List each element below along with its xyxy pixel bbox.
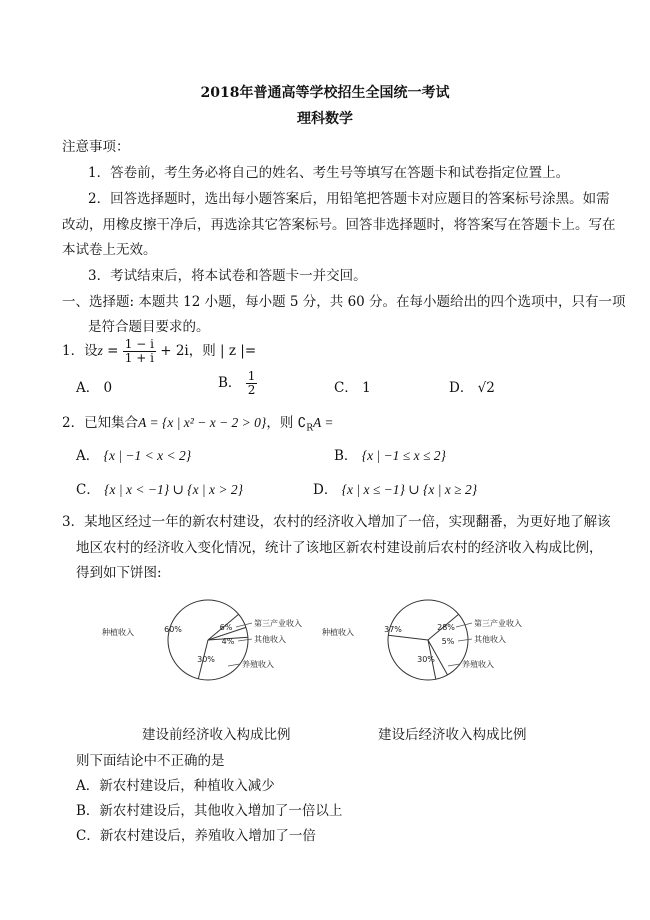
q1-option-b-fraction xyxy=(246,370,258,397)
q1-option-c xyxy=(334,376,371,396)
q2-option-d-label: D． xyxy=(313,482,338,498)
notes-item-1: 1．答卷前，考生务必将自己的姓名、考生号等填写在答题卡和试卷指定位置上。 xyxy=(88,165,570,181)
pie-slice-percent-label: 28% xyxy=(437,623,455,632)
q1-denominator: 1 + i xyxy=(124,351,154,365)
pie-slice-percent-label: 30% xyxy=(417,655,435,664)
q1-eq: = xyxy=(102,343,123,359)
q3-option-c: C．新农村建设后，养殖收入增加了一倍 xyxy=(76,828,316,844)
pie-chart-before-title: 建设前经济收入构成比例 xyxy=(142,727,291,743)
notes-item-2-line-1: 2．回答选择题时，选出每小题答案后，用铅笔把答题卡对应题目的答案标号涂黑。如需 xyxy=(88,191,610,207)
notes-item-2-line-2: 改动，用橡皮擦干净后，再选涂其它答案标号。回答非选择题时，将答案写在答题卡上。写在 xyxy=(62,217,616,233)
pie-slice-category-label: 其他收入 xyxy=(474,635,506,644)
q1-option-c-label: C． xyxy=(334,380,358,396)
q2-option-c xyxy=(76,478,243,498)
question-2 xyxy=(62,411,334,434)
q1-option-a-value: 0 xyxy=(103,380,113,396)
q3-question: 则下面结论中不正确的是 xyxy=(76,753,225,769)
q2-set: A = {x | x² − x − 2 > 0} xyxy=(138,415,267,430)
q2-tail: ，则 ∁ xyxy=(266,415,307,431)
pie-chart-before xyxy=(100,595,330,695)
q2-option-a-value: {x | −1 < x < 2} xyxy=(103,448,192,463)
q2-option-d-value: {x | x ≤ −1} ∪ {x | x ≥ 2} xyxy=(341,482,478,497)
q3-option-b: B．新农村建设后，其他收入增加了一倍以上 xyxy=(76,803,343,819)
q2-option-b-label: B． xyxy=(334,448,358,464)
q1-option-d xyxy=(449,376,495,396)
pie-slice-category-label: 第三产业收入 xyxy=(254,619,302,628)
q3-line-1: 3．某地区经过一年的新农村建设，农村的经济收入增加了一倍，实现翻番，为更好地了解该 xyxy=(62,514,611,530)
q1-tail: ，则 | z |= xyxy=(188,343,257,359)
pie-chart-after-title: 建设后经济收入构成比例 xyxy=(378,727,527,743)
notes-heading: 注意事项： xyxy=(62,139,130,155)
q1-fraction xyxy=(123,338,156,365)
question-1 xyxy=(62,338,256,365)
q1-plus: + 2i xyxy=(155,343,189,359)
section-1-line-1: 一、选择题: 本题共 12 小题，每小题 5 分，共 60 分。在每小题给出的四个选项中，只有一项 xyxy=(62,294,626,310)
pie-slice-category-label: 其他收入 xyxy=(254,635,286,644)
q2-option-a-label: A． xyxy=(76,448,100,464)
pie-slice-category-label: 种植收入 xyxy=(322,628,354,637)
q1-option-b-label: B． xyxy=(218,375,242,391)
q2-option-d xyxy=(313,478,477,498)
q1-option-a xyxy=(76,376,112,396)
q2-option-a xyxy=(76,444,191,464)
q1-lead: 1．设 xyxy=(62,343,98,359)
q2-tail-sub: R xyxy=(306,423,313,434)
pie-slice-percent-label: 4% xyxy=(221,637,235,646)
pie-slice-percent-label: 60% xyxy=(164,625,182,634)
q1-option-d-label: D． xyxy=(449,380,474,396)
pie-slice-percent-label: 6% xyxy=(219,623,233,632)
q1-numerator: 1 − i xyxy=(124,337,154,351)
pie-chart-after xyxy=(320,595,550,695)
pie-slice-percent-label: 30% xyxy=(197,655,215,664)
q3-option-a: A．新农村建设后，种植收入减少 xyxy=(76,778,275,794)
notes-item-3: 3．考试结束后，将本试卷和答题卡一并交回。 xyxy=(88,268,367,284)
exam-subtitle: 理科数学 xyxy=(297,111,353,127)
q2-lead: 2．已知集合 xyxy=(62,415,139,431)
q3-line-2: 地区农村的经济收入变化情况，统计了该地区新农村建设前后农村的经济收入构成比例， xyxy=(76,540,603,556)
q1-option-a-label: A． xyxy=(76,380,100,396)
q1-option-b-num: 1 xyxy=(247,369,256,383)
exam-title: 2018年普通高等学校招生全国统一考试 xyxy=(200,85,450,101)
notes-item-2-line-3: 本试卷上无效。 xyxy=(62,242,157,258)
q1-z: z xyxy=(97,343,103,358)
pie-slice-category-label: 养殖收入 xyxy=(462,660,494,669)
q1-option-c-value: 1 xyxy=(362,380,371,396)
q2-option-c-value: {x | x < −1} ∪ {x | x > 2} xyxy=(104,482,244,497)
pie-slice-category-label: 养殖收入 xyxy=(242,660,274,669)
q1-option-b xyxy=(218,370,257,397)
pie-slice-category-label: 种植收入 xyxy=(102,628,134,637)
pie-slice-percent-label: 37% xyxy=(384,625,402,634)
section-1-line-2: 是符合题目要求的。 xyxy=(88,319,210,335)
q1-option-d-value: √2 xyxy=(477,380,495,396)
q3-line-3: 得到如下饼图: xyxy=(76,565,162,581)
q2-option-c-label: C． xyxy=(76,482,100,498)
pie-slice-category-label: 第三产业收入 xyxy=(474,619,522,628)
q2-tail-end: A = xyxy=(313,415,334,430)
q2-option-b xyxy=(334,444,446,464)
q1-option-b-den: 2 xyxy=(247,383,256,397)
q2-option-b-value: {x | −1 ≤ x ≤ 2} xyxy=(361,448,446,463)
pie-slice-percent-label: 5% xyxy=(441,637,455,646)
